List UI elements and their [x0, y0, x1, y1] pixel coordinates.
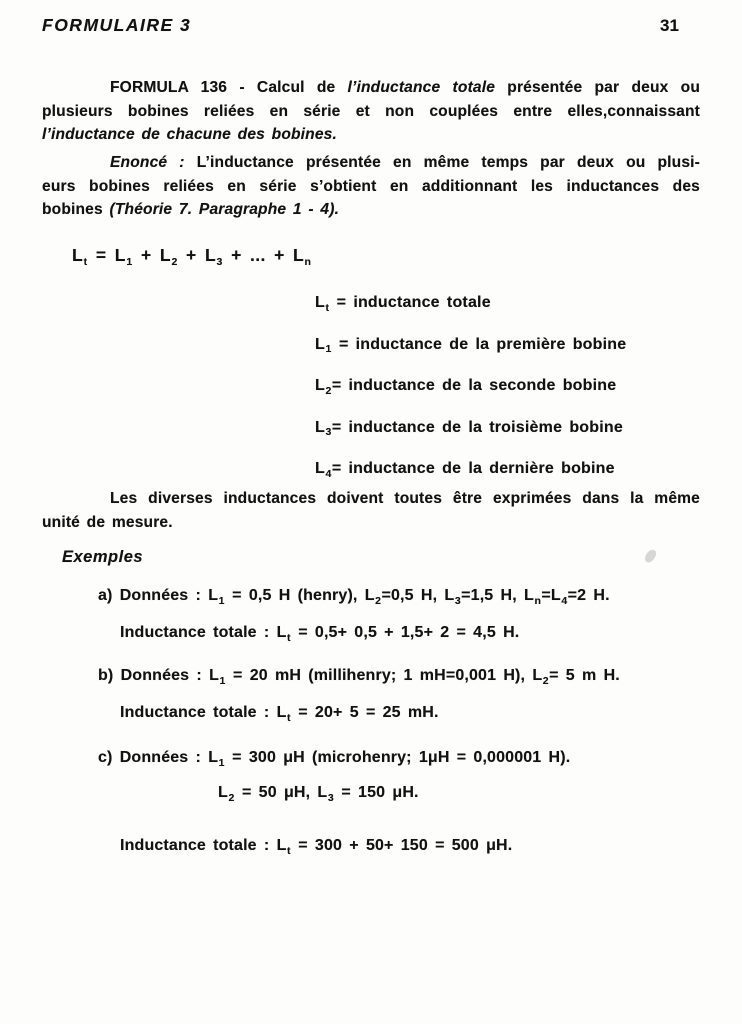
text-run: c) Données : $L_1$	[98, 749, 225, 769]
text-run: =	[87, 245, 115, 265]
subscript: 2	[325, 384, 332, 397]
subscript: 3	[327, 791, 334, 804]
example-a-result	[120, 621, 519, 646]
text-run: $L_n$	[292, 245, 311, 268]
text-run: présentée par deux ou	[495, 79, 701, 96]
example-a-data	[98, 584, 610, 609]
text-line	[42, 100, 700, 124]
example-c-result	[120, 834, 512, 859]
text-line	[42, 487, 700, 511]
subscript: 3	[216, 255, 223, 268]
text-run: =1,5 H, $L_n$	[461, 587, 541, 607]
example-c-data-2	[218, 781, 419, 806]
subscript: 4	[561, 594, 568, 607]
subscript: 1	[218, 594, 225, 607]
intro-paragraph	[42, 76, 700, 147]
text-run: $=L_4$	[541, 587, 568, 607]
text-run: $L_1$	[114, 245, 133, 268]
subscript: 1	[218, 756, 225, 769]
text-run: Inductance totale : $L_t$	[120, 624, 291, 644]
subscript: t	[287, 631, 291, 644]
variable-definitions	[315, 291, 626, 499]
running-header-title: FORMULAIRE 3	[42, 15, 192, 35]
text-run: +	[177, 245, 205, 265]
text-run: a) Données : $L_1$	[98, 587, 225, 607]
subscript: 3	[454, 594, 461, 607]
text-run: = inductance de la troisième bobine	[331, 418, 623, 436]
text-run: - Calcul de	[227, 79, 348, 96]
text-run: = 150 μH.	[334, 784, 419, 801]
text-line	[42, 198, 700, 222]
example-b-data	[98, 664, 620, 689]
text-run: = inductance de la dernière bobine	[331, 460, 615, 477]
enonce-paragraph	[42, 151, 700, 222]
text-run: $L_1$	[315, 335, 332, 355]
text-run: $L_2$	[315, 377, 332, 397]
text-line	[42, 123, 700, 147]
text-run: = 0,5+ 0,5 + 1,5+ 2 = 4,5 H.	[291, 624, 520, 641]
subscript: 4	[325, 467, 332, 480]
subscript: 2	[375, 594, 381, 607]
text-run: =0,5 H, $L_3$	[381, 587, 461, 607]
text-run: plusieurs bobines reliées en série et non couplées entre elles,connaissant	[42, 102, 700, 120]
text-run: = inductance totale	[329, 294, 491, 311]
text-run: $L_3$	[315, 418, 332, 438]
text-run: $L_2$	[159, 245, 178, 268]
text-run: = inductance de la première bobine	[331, 335, 627, 353]
text-run: $L_3$	[204, 245, 223, 268]
text-run: = 300 + 50+ 150 = 500 μH.	[291, 837, 513, 854]
text-run: Enoncé :	[110, 154, 185, 171]
text-run: Inductance totale : $L_t$	[120, 837, 291, 857]
text-run: bobines	[42, 201, 110, 218]
subscript: t	[287, 711, 291, 724]
subscript: 2	[228, 791, 235, 804]
text-run: unité de mesure.	[42, 513, 173, 531]
subscript: t	[83, 255, 88, 268]
page-number: 31	[660, 16, 679, 35]
text-run: +	[132, 245, 160, 265]
text-run: $L_2$	[218, 784, 235, 804]
text-run: $L_t$	[315, 294, 329, 314]
text-run: (Théorie 7. Paragraphe 1 - 4).	[109, 201, 340, 218]
example-c-data	[98, 746, 570, 771]
text-line	[315, 333, 626, 358]
text-run: $L_t$	[72, 245, 88, 268]
subscript: n	[534, 594, 541, 607]
text-run: =2 H.	[567, 587, 610, 604]
subscript: t	[287, 844, 291, 857]
subscript: 1	[126, 255, 133, 268]
text-line	[42, 511, 700, 535]
text-run: FORMULA 136	[110, 79, 228, 96]
text-run: = 5 m H.	[549, 667, 620, 684]
text-run: + ... +	[222, 245, 293, 265]
text-line	[42, 175, 700, 199]
examples-heading: Exemples	[62, 548, 144, 566]
text-run: Inductance totale : $L_t$	[120, 704, 291, 724]
subscript: 3	[325, 426, 332, 438]
subscript: 2	[542, 674, 549, 687]
text-run: = 50 μH, $L_3$	[234, 784, 334, 804]
text-line	[315, 291, 626, 316]
text-run: L’inductance présentée en même temps par deux ou plusi-	[184, 154, 700, 171]
main-formula	[72, 243, 311, 270]
text-line	[42, 76, 700, 100]
text-line	[42, 151, 700, 175]
subscript: t	[325, 301, 329, 314]
text-run: l’inductance totale	[347, 79, 496, 96]
text-run: = inductance de la seconde bobine	[331, 377, 617, 394]
text-line	[315, 416, 626, 441]
text-run: b) Données : $L_1$	[98, 667, 226, 687]
subscript: 1	[219, 674, 226, 687]
subscript: n	[304, 255, 311, 268]
unit-note-paragraph	[42, 487, 700, 534]
text-run: l’inductance de chacune des bobines.	[42, 126, 337, 143]
text-run: = 300 μH (microhenry; 1μH = 0,000001 H).	[224, 749, 571, 766]
example-b-result	[120, 701, 439, 726]
text-line	[315, 374, 626, 399]
text-line	[315, 457, 626, 482]
text-run: = 0,5 H (henry), $L_2$	[224, 587, 381, 607]
scan-speck	[643, 548, 658, 565]
text-run: $L_4$	[315, 460, 332, 480]
subscript: 1	[325, 343, 332, 355]
text-run: eurs bobines reliées en série s’obtient en additionnant les inductances des	[42, 177, 700, 195]
text-run: = 20 mH (millihenry; 1 mH=0,001 H), $L_2$	[225, 667, 549, 687]
text-run: = 20+ 5 = 25 mH.	[291, 704, 439, 721]
subscript: 2	[171, 255, 178, 268]
text-run: Les diverses inductances doivent toutes être exprimées dans la même	[110, 490, 700, 507]
